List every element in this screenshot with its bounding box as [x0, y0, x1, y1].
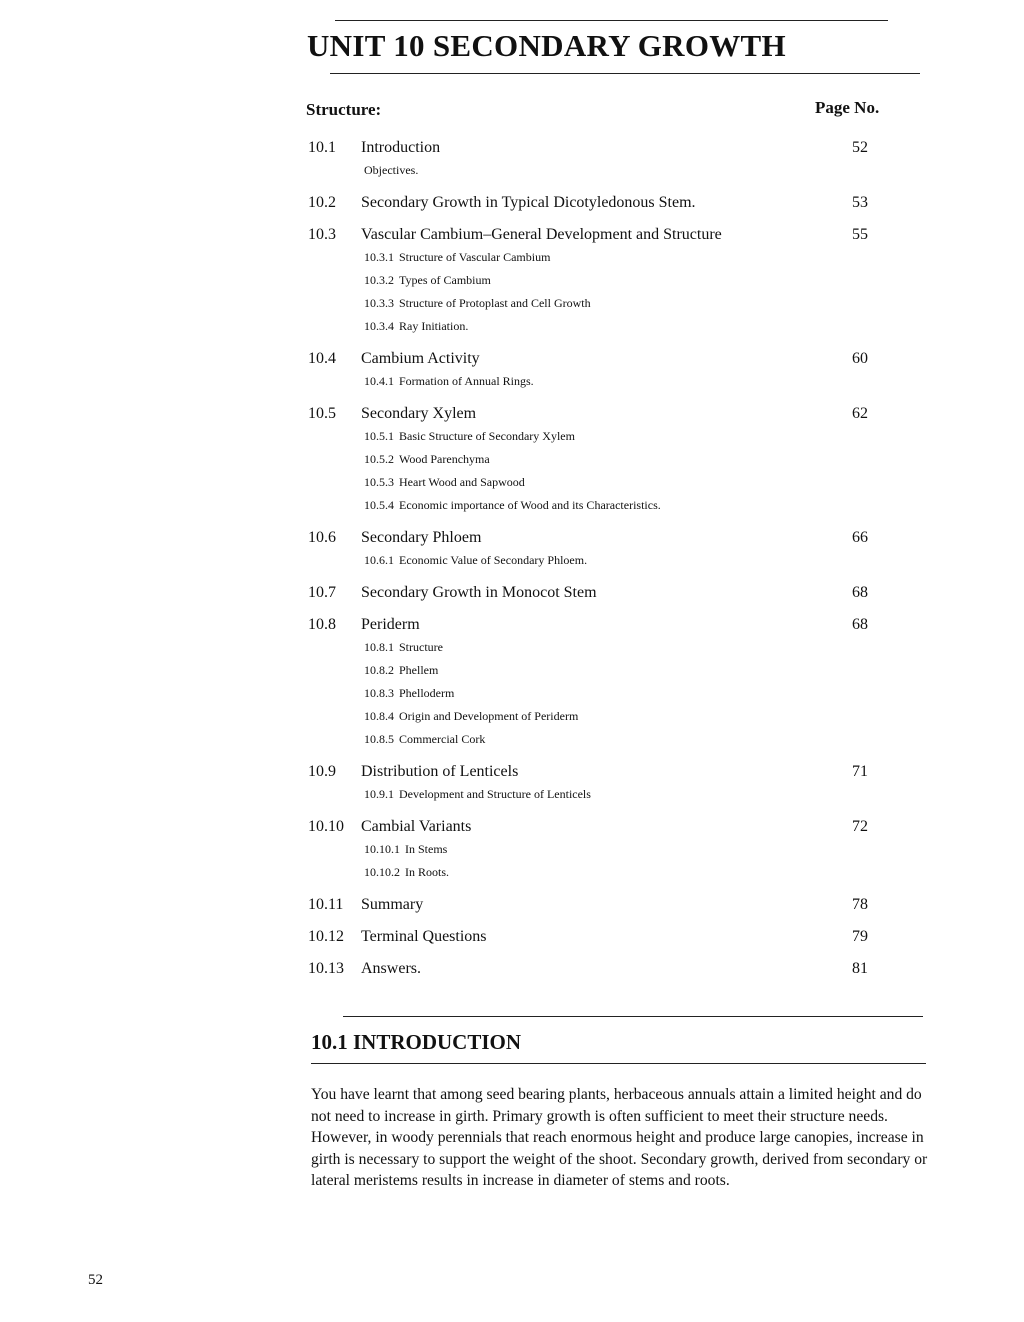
toc-title: Cambium Activity: [361, 350, 480, 367]
toc-entry: [308, 191, 868, 214]
toc-entry: [308, 925, 868, 948]
toc-sub-number: 10.9.1: [364, 787, 394, 801]
toc-main-row: [308, 526, 868, 549]
toc-sub-number: 10.5.4: [364, 498, 394, 512]
title-bottom-rule: [330, 73, 920, 74]
toc-sub-title: Structure of Protoplast and Cell Growth: [399, 296, 591, 310]
toc-number: 10.12: [308, 928, 344, 945]
toc-subsection: [308, 636, 868, 659]
toc-main-row: [308, 893, 868, 916]
toc-subsection: [308, 494, 868, 517]
toc-page: 62: [852, 405, 868, 422]
toc-number: 10.1: [308, 139, 336, 156]
toc-subsection: [308, 838, 868, 861]
toc-subsection: [308, 682, 868, 705]
toc-page: 66: [852, 529, 868, 546]
toc-subsection: [308, 705, 868, 728]
toc-sub-number: 10.8.1: [364, 640, 394, 654]
toc-sub-number: 10.8.3: [364, 686, 394, 700]
toc-entry: [308, 526, 868, 572]
toc-sub-title: Structure of Vascular Cambium: [399, 250, 551, 264]
toc-sub-title: Phellem: [399, 663, 439, 677]
toc-number: 10.3: [308, 226, 336, 243]
toc-sub-number: 10.3.1: [364, 250, 394, 264]
toc-sub-title: Origin and Development of Periderm: [399, 709, 579, 723]
toc-title: Introduction: [361, 139, 441, 156]
structure-label: Structure:: [306, 100, 382, 119]
toc-sub-number: 10.4.1: [364, 374, 394, 388]
table-of-contents: [308, 136, 868, 989]
toc-page: 79: [852, 928, 868, 945]
toc-sub-title: Structure: [399, 640, 443, 654]
toc-number: 10.2: [308, 194, 336, 211]
toc-sub-number: 10.5.3: [364, 475, 394, 489]
toc-subsection: [308, 549, 868, 572]
toc-main-row: [308, 402, 868, 425]
intro-bottom-rule: [311, 1063, 926, 1064]
toc-title: Answers.: [361, 960, 421, 977]
toc-entry: [308, 581, 868, 604]
toc-sub-title: Ray Initiation.: [399, 319, 469, 333]
toc-main-row: [308, 925, 868, 948]
toc-subsection: [308, 783, 868, 806]
toc-main-row: [308, 136, 868, 159]
toc-entry: [308, 613, 868, 751]
toc-sub-number: 10.5.2: [364, 452, 394, 466]
unit-title: UNIT 10 SECONDARY GROWTH: [307, 28, 786, 63]
page-number: 52: [88, 1272, 103, 1288]
toc-sub-number: 10.8.2: [364, 663, 394, 677]
toc-page: 71: [852, 763, 868, 780]
section-heading: 10.1 INTRODUCTION: [311, 1030, 522, 1054]
toc-sub-number: 10.3.3: [364, 296, 394, 310]
intro-top-rule: [343, 1016, 923, 1017]
toc-number: 10.11: [308, 896, 344, 913]
toc-main-row: [308, 815, 868, 838]
toc-number: 10.6: [308, 529, 336, 546]
toc-number: 10.4: [308, 350, 336, 367]
toc-main-row: [308, 760, 868, 783]
toc-sub-title: Development and Structure of Lenticels: [399, 787, 591, 801]
toc-number: 10.7: [308, 584, 336, 601]
toc-sub-title: In Stems: [405, 842, 448, 856]
toc-subsection: [308, 659, 868, 682]
toc-sub-number: 10.3.2: [364, 273, 394, 287]
toc-sub-title: Phelloderm: [399, 686, 455, 700]
toc-subsection: [308, 425, 868, 448]
toc-subsection: [308, 471, 868, 494]
toc-subsection: [308, 728, 868, 751]
toc-number: 10.8: [308, 616, 336, 633]
toc-page: 60: [852, 350, 868, 367]
toc-number: 10.13: [308, 960, 344, 977]
toc-title: Secondary Xylem: [361, 405, 477, 422]
toc-sub-number: 10.8.4: [364, 709, 394, 723]
toc-subsection: [308, 315, 868, 338]
toc-sub-title: Basic Structure of Secondary Xylem: [399, 429, 575, 443]
toc-sub-title: Formation of Annual Rings.: [399, 374, 534, 388]
toc-page: 78: [852, 896, 868, 913]
toc-sub-title: Objectives.: [364, 163, 419, 177]
toc-title: Cambial Variants: [361, 818, 472, 835]
toc-sub-title: Economic Value of Secondary Phloem.: [399, 553, 588, 567]
toc-main-row: [308, 613, 868, 636]
toc-page: 81: [852, 960, 868, 977]
toc-title: Secondary Phloem: [361, 529, 482, 546]
toc-main-row: [308, 223, 868, 246]
toc-title: Secondary Growth in Monocot Stem: [361, 584, 597, 601]
toc-number: 10.9: [308, 763, 336, 780]
toc-main-row: [308, 957, 868, 980]
toc-number: 10.5: [308, 405, 336, 422]
toc-entry: [308, 760, 868, 806]
toc-main-row: [308, 191, 868, 214]
toc-sub-number: 10.8.5: [364, 732, 394, 746]
toc-subsection: [308, 370, 868, 393]
toc-sub-title: Commercial Cork: [399, 732, 486, 746]
toc-main-row: [308, 347, 868, 370]
toc-title: Terminal Questions: [361, 928, 487, 945]
toc-sub-title: Types of Cambium: [399, 273, 491, 287]
toc-title: Distribution of Lenticels: [361, 763, 519, 780]
toc-entry: [308, 815, 868, 884]
toc-subsection: [308, 448, 868, 471]
toc-entry: [308, 957, 868, 980]
toc-subsection: [308, 269, 868, 292]
toc-subsection: [308, 292, 868, 315]
toc-main-row: [308, 581, 868, 604]
toc-page: 52: [852, 139, 868, 156]
toc-sub-number: 10.10.1: [364, 842, 400, 856]
toc-entry: [308, 223, 868, 338]
toc-page: 53: [852, 194, 868, 211]
toc-page: 72: [852, 818, 868, 835]
toc-sub-number: 10.6.1: [364, 553, 394, 567]
toc-entry: [308, 893, 868, 916]
toc-sub-number: 10.5.1: [364, 429, 394, 443]
toc-sub-title: Economic importance of Wood and its Characteristics.: [399, 498, 661, 512]
toc-subsection: [308, 861, 868, 884]
toc-sub-title: Heart Wood and Sapwood: [399, 475, 525, 489]
toc-entry: [308, 402, 868, 517]
page-no-label: Page No.: [815, 98, 880, 117]
toc-sub-title: In Roots.: [405, 865, 450, 879]
toc-sub-number: 10.3.4: [364, 319, 394, 333]
toc-sub-title: Wood Parenchyma: [399, 452, 490, 466]
toc-subsection: [308, 246, 868, 269]
toc-title: Periderm: [361, 616, 420, 633]
title-top-rule: [335, 20, 888, 21]
toc-sub-number: 10.10.2: [364, 865, 400, 879]
toc-number: 10.10: [308, 818, 344, 835]
intro-paragraph: You have learnt that among seed bearing plants, herbaceous annuals attain a limited height and do not need to increase in girth. Primary growth is often sufficient to meet their structure needs. However, in woody perennials that reach enormous height and produce large canopies, increase in girth is necessary to support the weight of the shoot. Secondary growth, derived from secondary or lateral meristems results in increase in diameter of stems and roots.: [311, 1086, 928, 1189]
toc-entry: [308, 136, 868, 182]
toc-page: 55: [852, 226, 868, 243]
toc-page: 68: [852, 616, 868, 633]
toc-entry: [308, 347, 868, 393]
toc-page: 68: [852, 584, 868, 601]
toc-title: Summary: [361, 896, 424, 913]
toc-subsection: [308, 159, 868, 182]
toc-title: Vascular Cambium–General Development and Structure: [361, 226, 722, 243]
toc-title: Secondary Growth in Typical Dicotyledonous Stem.: [361, 194, 696, 211]
